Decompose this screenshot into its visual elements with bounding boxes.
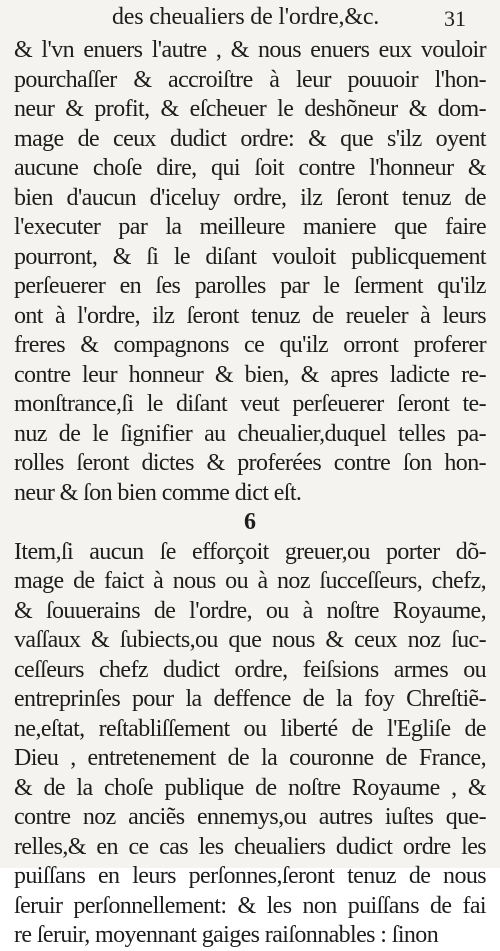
text-line: mage de faict à nous ou à noz ſucceſſeurs, chefz, [14, 568, 486, 594]
text-line: ont à l'ordre, ilz ſeront tenuz de reueler à leurs [14, 302, 486, 329]
text-line: contre leur honneur & bien, & apres ladicte re- [14, 361, 486, 388]
text-line: & l'vn enuers l'autre , & nous enuers eux vouloir [14, 37, 486, 63]
text-line: neur & profit, & eſcheuer le deshõneur & dom- [14, 96, 486, 122]
paragraph-1 [14, 36, 486, 508]
text-line: aucune choſe dire, qui ſoit contre l'honneur & [14, 155, 486, 181]
text-line: vaſſaux & ſubiects,ou que nous & ceux noz ſuc- [14, 627, 486, 653]
text-line: Item,ſi aucun ſe efforçoit greuer,ou porter dõ- [14, 538, 486, 565]
text-line: mage de ceux dudict ordre: & que s'ilz oyent [14, 125, 486, 152]
text-line: pourchaſſer & accroiſtre à leur pouuoir l'hon- [14, 66, 486, 93]
text-line: rolles ſeront dictes & proferées contre ſon hon- [14, 450, 486, 476]
text-line: relles,& en ce cas les cheualiers dudict ordre les [14, 833, 486, 860]
page-number: 31 [444, 6, 466, 31]
text-line: & ſouuerains de l'ordre, ou à noſtre Royaume, [14, 597, 486, 624]
text-line: monſtrance,ſi le diſant veut perſeuerer ſeront te- [14, 391, 486, 417]
running-head: des cheualiers de l'ordre,&c. [112, 4, 380, 30]
section-number: 6 [244, 509, 256, 535]
text-line: re ſeruir, moyennant gaiges raiſonnables : ſinon [14, 922, 439, 948]
text-line: ceſſeurs chefz dudict ordre, feiſsions armes ou [14, 656, 486, 683]
body-text [14, 36, 486, 951]
paragraph-2 [14, 538, 486, 951]
text-line: perſeuerer en ſes parolles par le ſerment qu'ilz [14, 273, 486, 299]
text-line: freres & compagnons ce qu'ilz orront proferer [14, 332, 486, 358]
page-header [0, 0, 500, 38]
text-line: nuz de le ſignifier au cheualier,duquel telles pa- [14, 420, 486, 447]
text-line: contre noz anciẽs ennemys,ou autres iuſtes que- [14, 804, 486, 830]
text-line: l'executer par la meilleure maniere que faire [14, 214, 486, 240]
text-line: puiſſans en leurs perſonnes,ſeront tenuz de nous [14, 863, 486, 889]
text-line: neur & ſon bien comme dict eſt. [14, 479, 302, 506]
text-line: entreprinſes pour la deffence de la foy Chreſtiẽ- [14, 686, 486, 712]
text-line: ne,eſtat, reſtabliſſement ou liberté de l'Egliſe de [14, 715, 486, 742]
text-line: pourront, & ſi le diſant vouloit publicquement [14, 243, 486, 270]
text-line: & de la choſe publique de noſtre Royaume , & [14, 774, 486, 801]
text-line: Dieu , entretenement de la couronne de France, [14, 745, 486, 771]
text-line: bien d'aucun d'iceluy ordre, ilz ſeront tenuz de [14, 184, 486, 211]
text-line: ſeruir perſonnellement: & les non puiſſans de fai [14, 892, 486, 919]
